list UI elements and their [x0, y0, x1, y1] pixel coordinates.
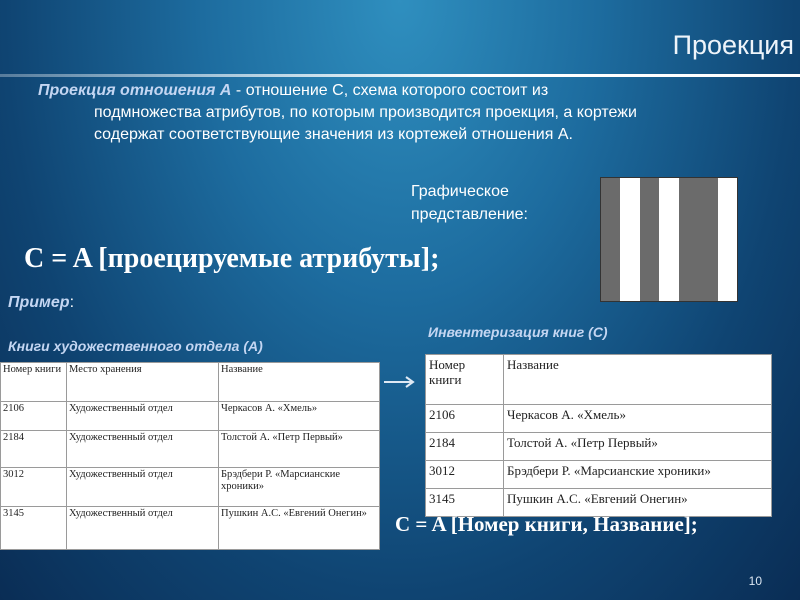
table-c-header-cell: Название — [504, 355, 772, 405]
projection-arrow-icon — [382, 372, 418, 392]
slide-title: Проекция — [672, 30, 794, 60]
table-a-header-cell: Номер книги — [1, 363, 67, 402]
example-label — [8, 294, 74, 312]
stripe-6 — [718, 178, 737, 301]
definition-line3: содержат соответствующие значения из кортежей отношения A. — [94, 126, 573, 143]
definition-line1: - отношение C, схема которого состоит из — [231, 82, 549, 99]
table-row — [426, 461, 772, 489]
table-cell: 2106 — [426, 405, 504, 433]
table-cell: Пушкин А.С. «Евгений Онегин» — [504, 489, 772, 517]
graphic-label — [411, 180, 591, 226]
table-row — [1, 468, 380, 507]
definition-line2: подмножества атрибутов, по которым производится проекция, а кортежи — [94, 104, 637, 121]
table-cell: Толстой А. «Петр Первый» — [504, 433, 772, 461]
table-cell: Брэдбери Р. «Марсианские хроники» — [504, 461, 772, 489]
table-row — [426, 405, 772, 433]
table-a-header-cell: Место хранения — [67, 363, 219, 402]
table-cell: Толстой А. «Петр Первый» — [219, 431, 380, 468]
example-label-text: Пример — [8, 294, 70, 311]
table-a-header-row — [1, 363, 380, 402]
stripe-2 — [640, 178, 659, 301]
table-cell: 2184 — [426, 433, 504, 461]
stripe-1 — [620, 178, 639, 301]
table-cell: Черкасов А. «Хмель» — [219, 402, 380, 431]
table-cell: 3145 — [1, 507, 67, 550]
example-label-colon: : — [69, 294, 75, 311]
table-a-header-cell: Название — [219, 363, 380, 402]
table-a — [0, 362, 380, 550]
table-cell: Брэдбери Р. «Марсианские хроники» — [219, 468, 380, 507]
table-c — [425, 354, 772, 517]
projection-formula: C = A [проецируемые атрибуты]; — [24, 243, 440, 274]
definition-term: Проекция отношения A — [38, 82, 232, 99]
table-a-caption: Книги художественного отдела (A) — [8, 338, 263, 354]
table-row — [426, 433, 772, 461]
table-row — [1, 507, 380, 550]
stripe-4 — [679, 178, 698, 301]
table-cell: Художественный отдел — [67, 468, 219, 507]
title-divider — [0, 74, 800, 77]
projection-stripes-graphic — [600, 177, 738, 302]
table-c-header-cell: Номер книги — [426, 355, 504, 405]
table-cell: Художественный отдел — [67, 507, 219, 550]
table-cell: Художественный отдел — [67, 402, 219, 431]
table-cell: Пушкин А.С. «Евгений Онегин» — [219, 507, 380, 550]
stripe-0 — [601, 178, 620, 301]
graphic-label-line1: Графическое — [411, 183, 509, 200]
table-cell: Черкасов А. «Хмель» — [504, 405, 772, 433]
definition-text — [38, 80, 788, 146]
table-c-header-row — [426, 355, 772, 405]
table-c-caption: Инвентеризация книг (C) — [428, 324, 608, 340]
table-cell: 3012 — [1, 468, 67, 507]
result-formula: C = A [Номер книги, Название]; — [395, 512, 698, 536]
table-cell: 3012 — [426, 461, 504, 489]
stripe-5 — [698, 178, 717, 301]
table-cell: 2106 — [1, 402, 67, 431]
table-row — [1, 402, 380, 431]
table-cell: Художественный отдел — [67, 431, 219, 468]
table-row — [1, 431, 380, 468]
page-number: 10 — [748, 574, 762, 588]
stripe-3 — [659, 178, 678, 301]
graphic-label-line2: представление: — [411, 206, 528, 223]
table-cell: 3145 — [426, 489, 504, 517]
table-cell: 2184 — [1, 431, 67, 468]
